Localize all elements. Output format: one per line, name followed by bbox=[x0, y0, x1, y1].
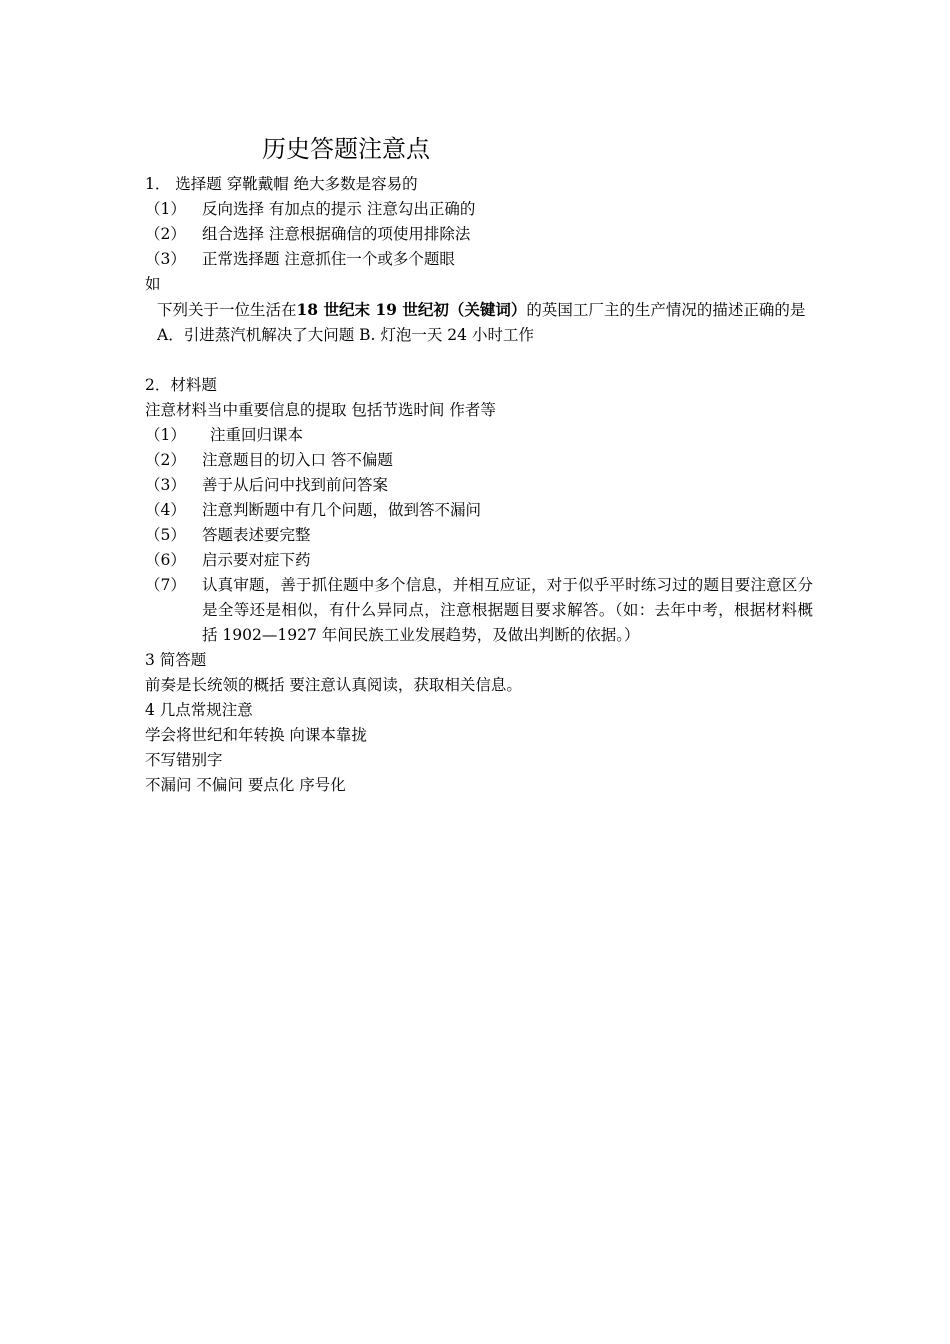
section4-line: 学会将世纪和年转换 向课本靠拢 bbox=[145, 726, 367, 744]
list-item bbox=[145, 448, 813, 473]
item-text: 善于从后问中找到前问答案 bbox=[202, 476, 389, 494]
item-number: （1） bbox=[145, 426, 186, 444]
item-text: 反向选择 有加点的提示 注意勾出正确的 bbox=[202, 200, 476, 218]
section4-heading: 4 几点常规注意 bbox=[145, 701, 253, 719]
item-number: （2） bbox=[145, 451, 186, 469]
list-item bbox=[145, 573, 813, 648]
item-text: 注意判断题中有几个问题，做到答不漏问 bbox=[202, 501, 482, 519]
example-question bbox=[145, 297, 813, 323]
list-item bbox=[145, 247, 813, 272]
item-number: （4） bbox=[145, 501, 186, 519]
item-text: 启示要对症下药 bbox=[202, 551, 311, 569]
example-question-post: 的英国工厂主的生产情况的描述正确的是 bbox=[526, 301, 806, 319]
list-item bbox=[145, 423, 813, 448]
item-number: （6） bbox=[145, 551, 186, 569]
spacer bbox=[145, 348, 813, 373]
item-text: 组合选择 注意根据确信的项使用排除法 bbox=[202, 225, 471, 243]
item-text: 注意题目的切入口 答不偏题 bbox=[202, 451, 393, 469]
section4-line: 不漏问 不偏问 要点化 序号化 bbox=[145, 776, 346, 794]
example-question-pre: 下列关于一位生活在 bbox=[157, 301, 297, 319]
item-number: （3） bbox=[145, 250, 186, 268]
item-number: （2） bbox=[145, 225, 186, 243]
section2-heading: 2．材料题 bbox=[145, 376, 217, 394]
item-number: （3） bbox=[145, 476, 186, 494]
list-item bbox=[145, 523, 813, 548]
item-number: （5） bbox=[145, 526, 186, 544]
list-item bbox=[145, 197, 813, 222]
item-number: （7） bbox=[145, 576, 186, 594]
example-label: 如 bbox=[145, 275, 161, 293]
section3-text: 前奏是长统领的概括 要注意认真阅读，获取相关信息。 bbox=[145, 676, 522, 694]
item-number: （1） bbox=[145, 200, 186, 218]
document-body bbox=[145, 172, 813, 798]
section1-heading: 1． 选择题 穿靴戴帽 绝大多数是容易的 bbox=[145, 175, 418, 193]
item-text: 注重回归课本 bbox=[210, 426, 304, 444]
list-item bbox=[145, 222, 813, 247]
example-options: A．引进蒸汽机解决了大问题 B. 灯泡一天 24 小时工作 bbox=[157, 326, 534, 344]
item-text: 答题表述要完整 bbox=[202, 526, 311, 544]
item-text: 正常选择题 注意抓住一个或多个题眼 bbox=[202, 250, 455, 268]
list-item bbox=[145, 548, 813, 573]
document-title: 历史答题注意点 bbox=[262, 135, 430, 163]
section4-line: 不写错别字 bbox=[145, 751, 223, 769]
list-item bbox=[145, 473, 813, 498]
item-text: 认真审题，善于抓住题中多个信息，并相互应证，对于似乎平时练习过的题目要注意区分是全等还是相似，有什么异同点，注意根据题目要求解答。（如：去年中考，根据材料概括 1902—1927 年间民族工业发展趋势，及做出判断的依据。） bbox=[202, 576, 813, 644]
section3-heading: 3 简答题 bbox=[145, 651, 207, 669]
example-question-keyword: 18 世纪末 19 世纪初（关键词） bbox=[296, 300, 527, 319]
list-item bbox=[145, 498, 813, 523]
section2-intro: 注意材料当中重要信息的提取 包括节选时间 作者等 bbox=[145, 401, 496, 419]
